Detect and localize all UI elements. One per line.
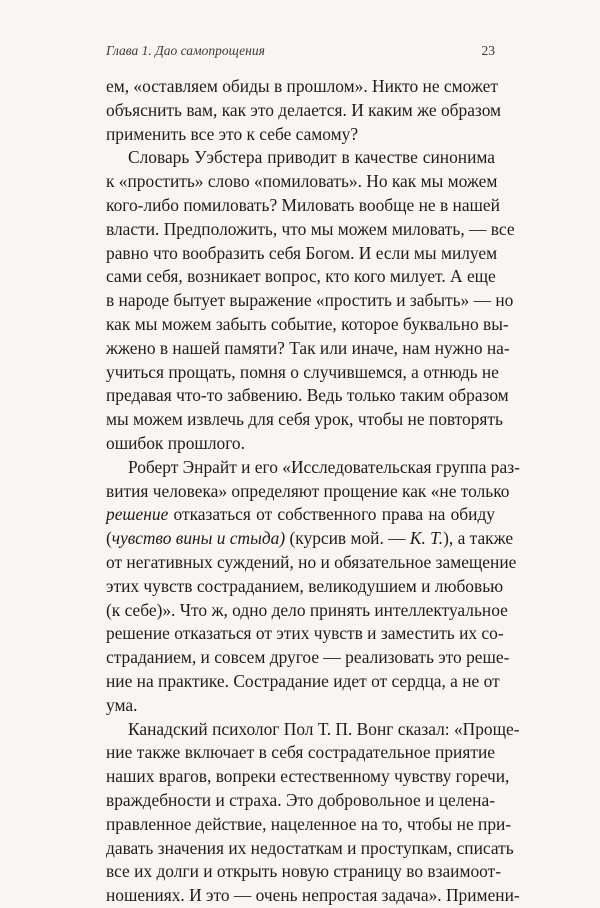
text-line [106, 432, 495, 456]
text-segment: страданием, и совсем другое — реализовать это реше- [106, 647, 510, 668]
text-line [106, 456, 520, 480]
text-segment: объяснить вам, как это делается. И каким же образом [106, 99, 502, 120]
text-segment: Словарь Уэбстера приводит в качестве синонима [128, 147, 495, 168]
text-line [106, 194, 500, 218]
text-segment: (курсив мой. — [285, 528, 410, 549]
text-line [106, 860, 502, 884]
text-segment: ), а также [443, 528, 514, 549]
text-segment: к «простить» слово «помиловать». Но как мы можем [106, 171, 498, 192]
text-segment: кого-либо помиловать? Миловать вообще не в нашей [106, 194, 500, 215]
text-segment: предавая что-то забвению. Ведь только таким образом [106, 385, 509, 406]
text-segment: вития человека» определяют прощение как «не только [106, 480, 510, 501]
italic-text: чувство вины и стыда) [111, 528, 286, 549]
text-segment: равно что вообразить себя Богом. И если мы милуем [106, 242, 498, 263]
text-line [106, 75, 499, 99]
text-line [106, 123, 495, 147]
text-line [106, 599, 508, 623]
text-segment: этих чувств состраданием, великодушием и любовью [106, 575, 504, 596]
text-line [106, 551, 517, 575]
running-head [106, 43, 495, 59]
text-line [106, 99, 502, 123]
text-segment: наших врагов, вопреки естественному чувству горечи, [106, 766, 510, 787]
text-segment: (к себе)». Что ж, одно дело принять интеллектуальное [106, 599, 508, 620]
body-text [106, 75, 520, 908]
text-line [106, 622, 504, 646]
text-segment: власти. Предположить, что мы можем миловать, — все [106, 218, 515, 239]
page-number: 23 [481, 43, 495, 58]
italic-text: решение [106, 504, 169, 525]
text-segment: применить все это к себе самому? [106, 123, 359, 144]
text-segment: решение отказаться от этих чувств и заместить их со- [106, 623, 504, 644]
text-segment: Роберт Энрайт и его «Исследовательская группа раз- [128, 456, 520, 477]
text-line [106, 408, 503, 432]
text-segment: отказаться от собственного права на обиду [168, 504, 495, 525]
text-line [106, 146, 495, 170]
text-line [106, 480, 510, 504]
text-line [106, 694, 495, 718]
text-line [106, 313, 509, 337]
text-line [106, 218, 515, 242]
text-line [106, 503, 495, 527]
text-segment: давать значения их недостаткам и проступкам, списать [106, 837, 514, 858]
text-line [106, 837, 514, 861]
text-line [106, 884, 520, 908]
text-line [106, 789, 495, 813]
text-segment: жжено в нашей памяти? Так или иначе, нам нужно на- [106, 337, 510, 358]
text-line [106, 718, 520, 742]
text-segment: ние на практике. Сострадание идет от сердца, а не от [106, 670, 500, 691]
text-segment: сами себя, возникает вопрос, кто кого милует. А еще [106, 266, 496, 287]
text-line [106, 765, 510, 789]
text-line [106, 384, 509, 408]
text-segment: в народе бытует выражение «простить и забыть» — но [106, 290, 514, 311]
text-segment: ем, «оставляем обиды в прошлом». Никто не сможет [106, 76, 499, 96]
text-line [106, 646, 510, 670]
text-line [106, 527, 514, 551]
text-segment: ( [106, 528, 112, 549]
text-line [106, 361, 499, 385]
text-line [106, 242, 498, 266]
text-segment: враждебности и страха. Это добровольное и целена- [106, 789, 495, 810]
text-line [106, 813, 512, 837]
text-segment: правленное действие, нацеленное на то, чтобы не при- [106, 813, 512, 834]
chapter-title: Глава 1. Дао самопрощения [106, 43, 265, 58]
text-line [106, 741, 495, 765]
text-line [106, 575, 504, 599]
text-segment: ние также включает в себя сострадательное приятие [106, 742, 495, 763]
text-segment: Канадский психолог Пол Т. П. Вонг сказал: «Проще- [128, 718, 520, 739]
text-segment: от негативных суждений, но и обязательное замещение [106, 551, 517, 572]
text-segment: ношениях. И это — очень непростая задача». Примени- [106, 885, 520, 906]
text-segment: как мы можем забыть событие, которое буквально вы- [106, 313, 509, 334]
text-segment: ума. [106, 694, 138, 715]
text-line [106, 170, 498, 194]
text-line [106, 337, 510, 361]
text-line [106, 670, 500, 694]
text-segment: мы можем извлечь для себя урок, чтобы не повторять [106, 409, 503, 430]
text-segment: ошибок прошлого. [106, 432, 245, 453]
text-segment: учиться прощать, помня о случившемся, а отнюдь не [106, 361, 499, 382]
text-segment: все их долги и открыть новую страницу во взаимоот- [106, 861, 502, 882]
text-line [106, 289, 514, 313]
text-line [106, 265, 495, 289]
italic-text: К. Т. [409, 528, 444, 549]
